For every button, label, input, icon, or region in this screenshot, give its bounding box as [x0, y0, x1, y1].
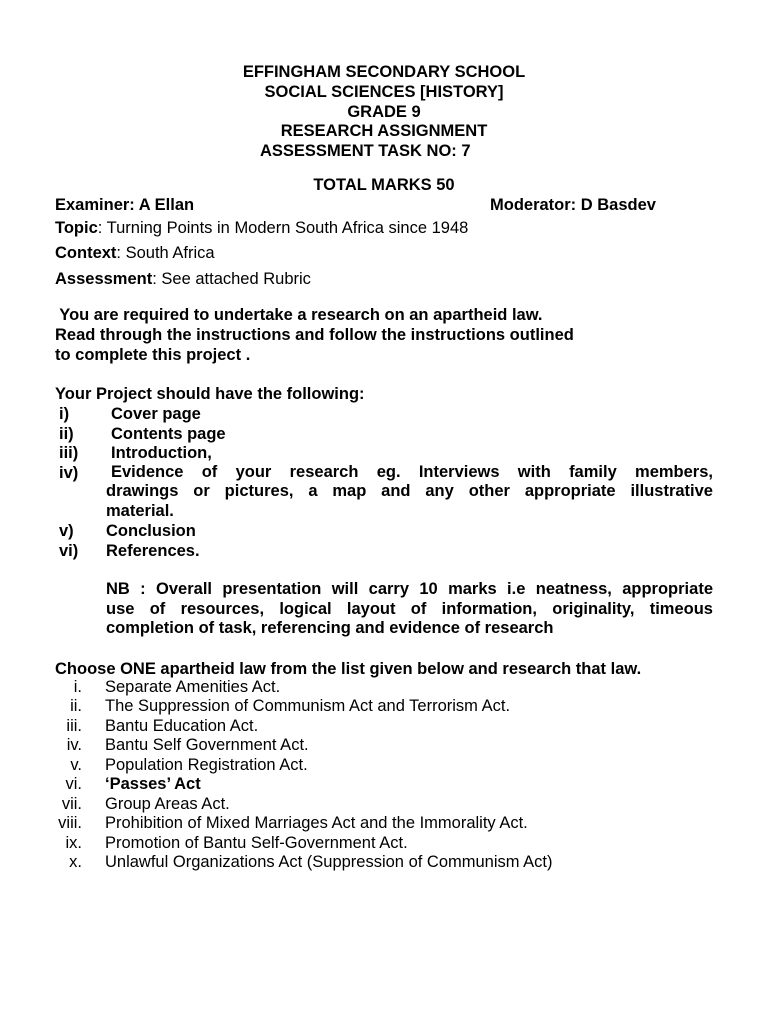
- nb-note-line-2: use of resources, logical layout of information, originality, timeous: [106, 600, 713, 618]
- law-item-text: Unlawful Organizations Act (Suppression of Communism Act): [105, 853, 553, 871]
- law-item-text: Prohibition of Mixed Marriages Act and the Immorality Act.: [105, 814, 528, 832]
- project-item-number: i): [59, 405, 70, 423]
- law-item-number: v.: [70, 756, 82, 774]
- assessment-line: [55, 269, 311, 289]
- moderator: Moderator: D Basdev: [490, 196, 656, 214]
- nb-note-line-1: NB : Overall presentation will carry 10 marks i.e neatness, appropriate: [106, 580, 713, 598]
- total-marks: TOTAL MARKS 50: [313, 176, 455, 194]
- law-item-text: Bantu Self Government Act.: [105, 736, 309, 754]
- assessment-label: Assessment: [55, 270, 153, 288]
- assessment-value: : See attached Rubric: [152, 270, 311, 288]
- project-item-number: v): [59, 522, 74, 540]
- project-item-text: Introduction,: [111, 444, 212, 462]
- project-item-number: vi): [59, 542, 79, 560]
- subject-title: SOCIAL SCIENCES [HISTORY]: [264, 83, 504, 101]
- topic-line: [55, 218, 468, 238]
- law-item-number: viii.: [58, 814, 82, 832]
- assignment-title: RESEARCH ASSIGNMENT: [280, 122, 488, 140]
- project-heading: Your Project should have the following:: [55, 385, 365, 403]
- project-item-number: iii): [59, 444, 79, 462]
- project-item-text: Contents page: [111, 425, 226, 443]
- law-item-text: Group Areas Act.: [105, 795, 230, 813]
- law-item-text: Separate Amenities Act.: [105, 678, 281, 696]
- project-item-text: Cover page: [111, 405, 201, 423]
- school-name: EFFINGHAM SECONDARY SCHOOL: [242, 63, 526, 81]
- law-item-number: iii.: [66, 717, 82, 735]
- intro-line-3: to complete this project .: [55, 346, 251, 364]
- law-item-text: Bantu Education Act.: [105, 717, 259, 735]
- project-item-text: Evidence of your research eg. Interviews with family members,: [111, 463, 713, 481]
- law-item-number: ix.: [65, 834, 82, 852]
- project-item-text: Conclusion: [106, 522, 196, 540]
- law-item-number: vi.: [65, 775, 82, 793]
- law-item-number: i.: [73, 678, 82, 696]
- law-item-number: vii.: [61, 795, 82, 813]
- context-label: Context: [55, 244, 117, 262]
- law-item-text: Population Registration Act.: [105, 756, 308, 774]
- context-line: [55, 243, 215, 263]
- law-item-number: ii.: [70, 697, 82, 715]
- intro-line-1: You are required to undertake a research on an apartheid law.: [55, 306, 543, 324]
- task-number: ASSESSMENT TASK NO: 7: [260, 142, 471, 160]
- grade-title: GRADE 9: [347, 103, 421, 121]
- context-value: : South Africa: [116, 244, 215, 262]
- project-item-number: ii): [59, 425, 74, 443]
- law-item-text: ‘Passes’ Act: [105, 775, 201, 793]
- law-item-text: Promotion of Bantu Self-Government Act.: [105, 834, 408, 852]
- project-item-number: iv): [59, 464, 79, 482]
- examiner: Examiner: A Ellan: [55, 196, 195, 214]
- nb-note-line-3: completion of task, referencing and evidence of research: [106, 619, 554, 637]
- project-item-text-continued: material.: [106, 502, 174, 520]
- law-item-number: x.: [69, 853, 82, 871]
- topic-value: : Turning Points in Modern South Africa since 1948: [97, 219, 469, 237]
- law-item-text: The Suppression of Communism Act and Terrorism Act.: [105, 697, 511, 715]
- topic-label: Topic: [55, 219, 98, 237]
- law-item-number: iv.: [66, 736, 82, 754]
- project-item-text-continued: drawings or pictures, a map and any other appropriate illustrative: [106, 482, 713, 500]
- laws-heading: Choose ONE apartheid law from the list given below and research that law.: [55, 660, 642, 678]
- project-item-text: References.: [106, 542, 200, 560]
- intro-line-2: Read through the instructions and follow the instructions outlined: [55, 326, 574, 344]
